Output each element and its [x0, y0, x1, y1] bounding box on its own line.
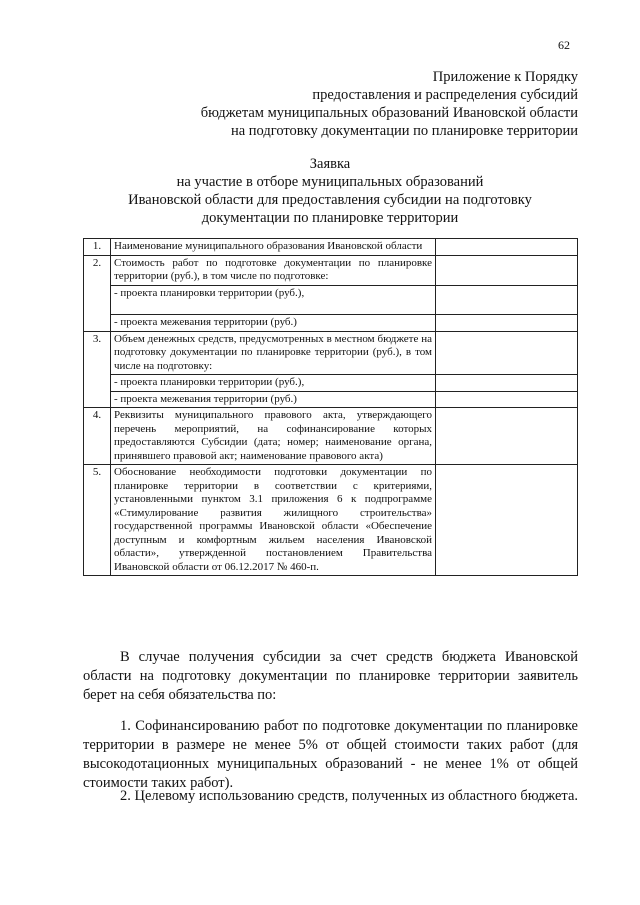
row-value-cell[interactable]	[436, 465, 578, 576]
table-row	[84, 239, 578, 256]
title-line: документации по планировке территории	[201, 210, 459, 226]
row-description: Обоснование необходимости подготовки документации по планировке территории в соответствии с критериями, установленными пунктом 3.1 приложения 6 к подпрограмме «Стимулирование развития жилищного строительства» государственной программы Ивановской области «Обеспечение доступным и комфортным жильем населения Ивановской области», утвержденной постановлением Правительства Ивановской области от 06.12.2017 № 460-п.	[111, 465, 436, 576]
row-subitem: - проекта планировки территории (руб.),	[111, 375, 436, 392]
table-row	[84, 255, 578, 285]
row-number: 2.	[84, 255, 111, 331]
table-row	[84, 331, 578, 375]
row-number: 1.	[84, 239, 111, 256]
title-line: Ивановской области для предоставления субсидии на подготовку	[128, 192, 532, 208]
document-title	[95, 155, 565, 227]
row-description: Стоимость работ по подготовке документации по планировке территории (руб.), в том числе по подготовке:	[111, 255, 436, 285]
obligation-item: 2. Целевому использованию средств, полученных из областного бюджета.	[120, 788, 579, 804]
row-number: 4.	[84, 408, 111, 465]
table-row	[84, 465, 578, 576]
table-row	[84, 408, 578, 465]
row-subitem: - проекта планировки территории (руб.),	[111, 285, 436, 314]
row-description: Объем денежных средств, предусмотренных в местном бюджете на подготовку документации по планировке территории (руб.), в том числе на подготовку:	[111, 331, 436, 375]
appendix-header	[118, 68, 578, 140]
appendix-line: на подготовку документации по планировке территории	[230, 123, 578, 139]
row-value-cell[interactable]	[436, 285, 578, 314]
row-description: Наименование муниципального образования Ивановской области	[111, 239, 436, 256]
obligations-intro: В случае получения субсидии за счет средств бюджета Ивановской области на подготовку документации по планировке территории заявитель берет на себя обязательства по:	[83, 649, 578, 703]
table-subrow	[84, 375, 578, 392]
page-number: 62	[558, 38, 570, 52]
row-number: 5.	[84, 465, 111, 576]
row-value-cell[interactable]	[436, 391, 578, 408]
obligation-item: 1. Софинансированию работ по подготовке документации по планировке территории в размере не менее 5% от общей стоимости таких работ (для высокодотационных муниципальных образований - не менее 1% от общей стоимости таких работ).	[83, 718, 578, 791]
title-line: на участие в отборе муниципальных образований	[176, 174, 484, 190]
row-value-cell[interactable]	[436, 375, 578, 392]
table-subrow	[84, 391, 578, 408]
row-description: Реквизиты муниципального правового акта, утверждающего перечень мероприятий, на софинансирование которых предоставляются Субсидии (дата; номер; наименование органа, принявшего правовой акт; наименование правового акта)	[111, 408, 436, 465]
row-value-cell[interactable]	[436, 314, 578, 331]
row-value-cell[interactable]	[436, 255, 578, 285]
application-table	[83, 238, 578, 576]
appendix-line: бюджетам муниципальных образований Ивановской области	[200, 105, 578, 121]
row-subitem: - проекта межевания территории (руб.)	[111, 391, 436, 408]
row-subitem: - проекта межевания территории (руб.)	[111, 314, 436, 331]
row-value-cell[interactable]	[436, 331, 578, 375]
row-value-cell[interactable]	[436, 408, 578, 465]
appendix-line: предоставления и распределения субсидий	[312, 87, 578, 103]
table-subrow	[84, 285, 578, 314]
row-value-cell[interactable]	[436, 239, 578, 256]
title-heading: Заявка	[309, 156, 351, 172]
table-subrow	[84, 314, 578, 331]
appendix-line: Приложение к Порядку	[432, 69, 578, 85]
row-number: 3.	[84, 331, 111, 408]
